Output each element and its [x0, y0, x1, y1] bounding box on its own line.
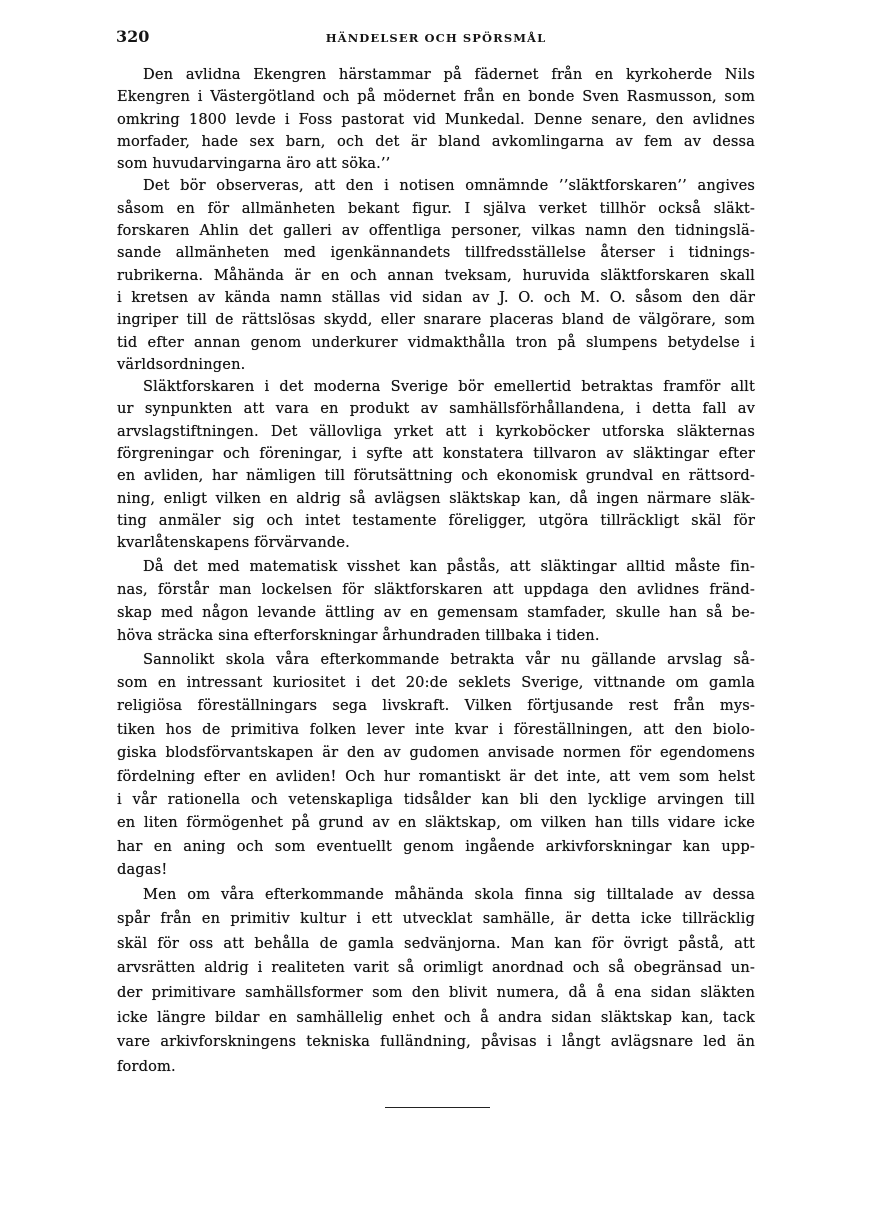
text-line: nas, förstår man lockelsen för släktforskaren att uppdaga den avlidnes fränd-	[117, 580, 755, 598]
text-line: ur synpunkten att vara en produkt av samhällsförhållandena, i detta fall av	[117, 400, 755, 418]
paragraph	[117, 555, 755, 647]
paragraph	[117, 883, 755, 1080]
text-line: vare arkivforskningens tekniska fulländning, påvisas i långt avlägsnare led än	[117, 1033, 755, 1051]
text-line: ning, enligt vilken en aldrig så avlägsen släktskap kan, då ingen närmare släk-	[117, 489, 755, 507]
text-line: spår från en primitiv kultur i ett utvecklat samhälle, är detta icke tillräcklig	[117, 910, 755, 928]
text-line: kvarlåtenskapens förvärvande.	[117, 534, 350, 552]
text-line: Ekengren i Västergötland och på mödernet från en bonde Sven Rasmusson, som	[117, 88, 755, 106]
text-line: världsordningen.	[117, 355, 246, 373]
text-line: giska blodsförvantskapen är den av gudomen anvisade normen för egendomens	[117, 744, 755, 762]
text-line: skap med någon levande ättling av en gemensam stamfader, skulle han så be-	[117, 603, 755, 621]
text-line: såsom en för allmänheten bekant figur. I själva verket tillhör också släkt-	[117, 199, 755, 217]
text-line: der primitivare samhällsformer som den blivit numera, då å ena sidan släkten	[117, 983, 755, 1001]
text-line: Då det med matematisk visshet kan påstås, att släktingar alltid måste fin-	[143, 557, 755, 575]
text-line: ting anmäler sig och intet testamente föreligger, utgöra tillräckligt skäl för	[117, 511, 755, 529]
running-title: HÄNDELSER OCH SPÖRSMÅL	[325, 31, 547, 45]
paragraph	[117, 648, 755, 882]
text-line: icke längre bildar en samhällelig enhet och å andra sidan släktskap kan, tack	[117, 1008, 755, 1026]
paragraph	[117, 376, 755, 554]
text-line: i vår rationella och vetenskapliga tidsålder kan bli den lycklige arvingen till	[117, 790, 755, 808]
page-number: 320	[116, 27, 150, 46]
text-line: arvslagstiftningen. Det vällovliga yrket att i kyrkoböcker utforska släkternas	[117, 422, 755, 440]
text-line: Den avlidna Ekengren härstammar på fädernet från en kyrkoherde Nils	[143, 66, 755, 83]
text-line: forskaren Ahlin det galleri av offentliga personer, vilkas namn den tidningslä-	[117, 222, 755, 240]
paragraph	[117, 64, 755, 175]
text-line: Släktforskaren i det moderna Sverige bör emellertid betraktas framför allt	[143, 378, 755, 396]
text-line: tid efter annan genom underkurer vidmakthålla tron på slumpens betydelse i	[117, 333, 755, 351]
text-line: har en aning och som eventuellt genom ingående arkivforskningar kan upp-	[117, 837, 755, 855]
text-line: Det bör observeras, att den i notisen omnämnde ’’släktforskaren’’ angives	[143, 177, 755, 195]
text-line: höva sträcka sina efterforskningar århundraden tillbaka i tiden.	[117, 626, 600, 644]
text-line: sande allmänheten med igenkännandets tillfredsställelse återser i tidnings-	[117, 244, 755, 262]
text-line: fordom.	[117, 1057, 176, 1075]
text-line: skäl för oss att behålla de gamla sedvänjorna. Man kan för övrigt påstå, att	[117, 934, 755, 952]
text-line: Men om våra efterkommande måhända skola finna sig tilltalade av dessa	[143, 885, 755, 903]
text-line: fördelning efter en avliden! Och hur romantiskt är det inte, att vem som helst	[117, 767, 755, 785]
text-line: rubrikerna. Måhända är en och annan tveksam, huruvida släktforskaren skall	[117, 266, 755, 284]
section-end-rule	[385, 1107, 490, 1108]
text-line: Sannolikt skola våra efterkommande betrakta vår nu gällande arvslag så-	[143, 650, 755, 668]
text-line: som en intressant kuriositet i det 20:de seklets Sverige, vittnande om gamla	[117, 673, 755, 691]
text-line: en avliden, har nämligen till förutsättning och ekonomisk grundval en rättsord-	[117, 467, 755, 485]
text-line: religiösa föreställningars sega livskraft. Vilken förtjusande rest från mys-	[117, 697, 755, 715]
article-body	[117, 64, 755, 1079]
text-line: omkring 1800 levde i Foss pastorat vid Munkedal. Denne senare, den avlidnes	[117, 110, 755, 128]
text-line: dagas!	[117, 861, 168, 879]
text-line: i kretsen av kända namn ställas vid sidan av J. O. och M. O. såsom den där	[117, 288, 755, 306]
text-line: tiken hos de primitiva folken lever inte kvar i föreställningen, att den biolo-	[117, 720, 755, 738]
text-line: en liten förmögenhet på grund av en släktskap, om vilken han tills vidare icke	[117, 814, 755, 832]
text-line: morfader, hade sex barn, och det är bland avkomlingarna av fem av dessa	[117, 132, 755, 150]
text-line: som huvudarvingarna äro att söka.’’	[117, 155, 391, 173]
text-line: förgreningar och föreningar, i syfte att konstatera tillvaron av släktingar efter	[117, 445, 755, 463]
text-line: ingriper till de rättslösas skydd, eller snarare placeras bland de välgörare, som	[117, 311, 755, 329]
text-line: arvsrätten aldrig i realiteten varit så orimligt anordnad och så obegränsad un-	[117, 959, 755, 977]
paragraph	[117, 175, 755, 376]
